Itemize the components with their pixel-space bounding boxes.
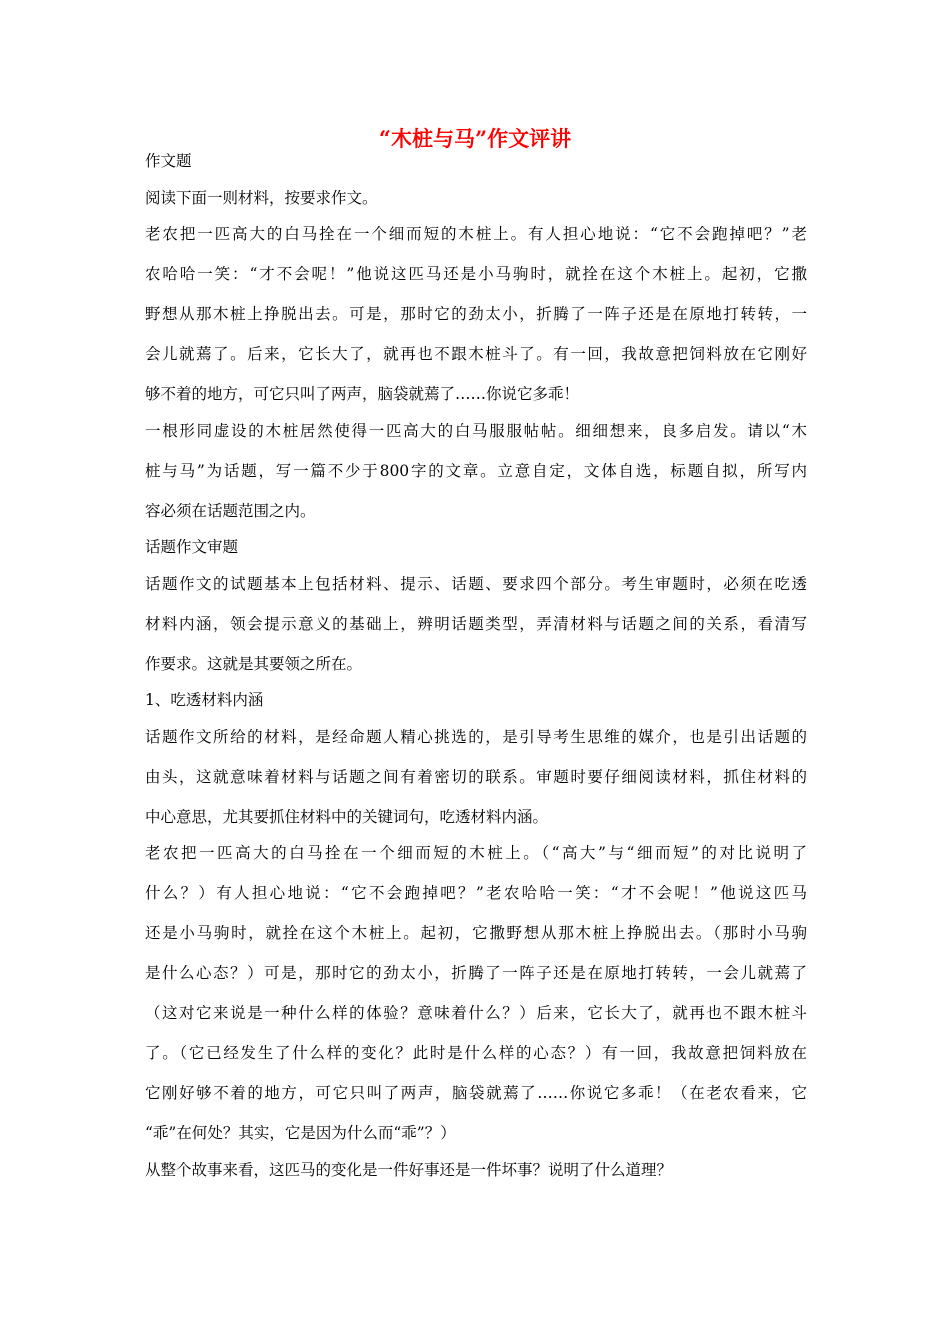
paragraph-line: 它刚好够不着的地方，可它只叫了两声，脑袋就蔫了……你说它多乖！（在老农看来，它 xyxy=(145,1084,807,1102)
section-heading: 1、吃透材料内涵 xyxy=(145,691,264,709)
paragraph-line: 话题作文的试题基本上包括材料、提示、话题、要求四个部分。考生审题时，必须在吃透 xyxy=(145,574,807,593)
paragraph-line: 中心意思，尤其要抓住材料中的关键词句，吃透材料内涵。 xyxy=(145,807,549,826)
paragraph-line: 桩与马”为话题，写一篇不少于800字的文章。立意自定，文体自选，标题自拟，所写内 xyxy=(145,461,807,480)
paragraph-line: （这对它来说是一种什么样的体验？意味着什么？）后来，它长大了，就再也不跟木桩斗 xyxy=(145,1004,807,1022)
section-heading: 作文题 xyxy=(145,152,192,170)
paragraph-line: 由头，这就意味着材料与话题之间有着密切的联系。审题时要仔细阅读材料，抓住材料的 xyxy=(145,767,807,786)
paragraph-line: 会儿就蔫了。后来，它长大了，就再也不跟木桩斗了。有一回，我故意把饲料放在它刚好 xyxy=(145,345,807,363)
document-body xyxy=(145,148,807,1184)
paragraph-line: 老农把一匹高大的白马拴在一个细而短的木桩上。（“高大”与“细而短”的对比说明了 xyxy=(145,844,807,862)
paragraph-line: 农哈哈一笑：“才不会呢！”他说这匹马还是小马驹时，就拴在这个木桩上。起初，它撒 xyxy=(145,265,807,283)
paragraph-line: 材料内涵，领会提示意义的基础上，辨明话题类型，弄清材料与话题之间的关系，看清写 xyxy=(145,614,807,633)
paragraph-line: 够不着的地方，可它只叫了两声，脑袋就蔫了……你说它多乖！ xyxy=(145,385,580,403)
paragraph-line: “乖”在何处？其实，它是因为什么而“乖”？） xyxy=(145,1124,456,1142)
paragraph-line: 什么？）有人担心地说：“它不会跑掉吧？”老农哈哈一笑：“才不会呢！”他说这匹马 xyxy=(145,884,807,902)
paragraph-line: 容必须在话题范围之内。 xyxy=(145,501,316,520)
paragraph-line: 作要求。这就是其要领之所在。 xyxy=(145,654,363,673)
document-title: “木桩与马”作文评讲 xyxy=(378,126,572,151)
paragraph-line: 野想从那木桩上挣脱出去。可是，那时它的劲太小，折腾了一阵子还是在原地打转转，一 xyxy=(145,305,807,323)
paragraph-line: 一根形同虚设的木桩居然使得一匹高大的白马服服帖帖。细细想来，良多启发。请以“木 xyxy=(145,421,807,440)
paragraph-line: 老农把一匹高大的白马拴在一个细而短的木桩上。有人担心地说：“它不会跑掉吧？”老 xyxy=(145,225,807,243)
paragraph-line: 话题作文所给的材料，是经命题人精心挑选的，是引导考生思维的媒介，也是引出话题的 xyxy=(145,727,807,746)
paragraph-line: 还是小马驹时，就拴在这个木桩上。起初，它撒野想从那木桩上挣脱出去。（那时小马驹 xyxy=(145,924,807,942)
paragraph-line: 阅读下面一则材料，按要求作文。 xyxy=(145,188,378,207)
paragraph-line: 是什么心态？）可是，那时它的劲太小，折腾了一阵子还是在原地打转转，一会儿就蔫了 xyxy=(145,964,807,982)
section-heading: 话题作文审题 xyxy=(145,538,239,556)
paragraph-line: 从整个故事来看，这匹马的变化是一件好事还是一件坏事？说明了什么道理？ xyxy=(145,1160,673,1179)
paragraph-line: 了。（它已经发生了什么样的变化？此时是什么样的心态？）有一回，我故意把饲料放在 xyxy=(145,1044,807,1062)
